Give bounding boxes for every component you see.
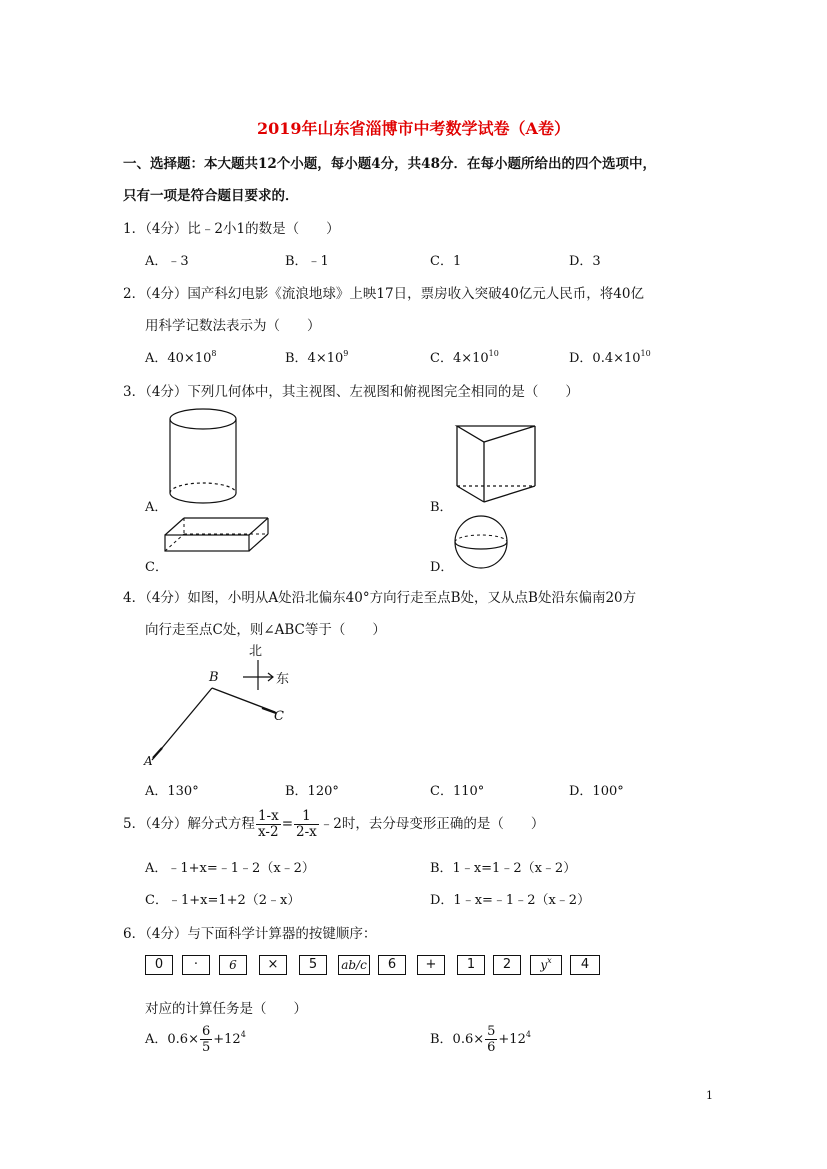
north-label: 北 [249, 644, 263, 659]
question-5-stem: 5．（4分）解分式方程 $\frac{1-x}{x-2}$ = $\frac{1}{2-x}$ ﹣2时，去分母变形正确的是（ ） [123, 808, 545, 840]
q4-option-c: C．110° [430, 784, 485, 799]
calc-key-1: 1 [457, 955, 485, 975]
sphere-figure [452, 515, 512, 570]
q1-option-c: C．1 [430, 254, 462, 269]
question-3-stem: 3．（4分）下列几何体中，其主视图、左视图和俯视图完全相同的是（ ） [123, 384, 579, 400]
q3-option-a: A． [145, 500, 168, 515]
q6-option-a-fraction: $\frac{6}{5}$ [201, 1024, 211, 1055]
page-number: 1 [706, 1089, 713, 1102]
q4-option-a: A．130° [145, 784, 199, 799]
question-4-stem-line2: 向行走至点C处，则∠ABC等于（ ） [145, 622, 386, 638]
q3-option-d: D． [430, 560, 454, 575]
calc-key-power: $y^x$ [530, 955, 562, 975]
question-2-stem-line1: 2．（4分）国产科幻电影《流浪地球》上映17日，票房收入突破40亿元人民币，将40亿 [123, 286, 644, 302]
q5-option-d: D．1﹣x=﹣1﹣2（x﹣2） [430, 893, 591, 908]
q5-fraction-2: $\frac{1}{2-x}$ [296, 808, 317, 840]
calc-key-multiply: × [259, 955, 287, 975]
q3-option-c: C． [145, 560, 168, 575]
cylinder-figure [165, 405, 245, 505]
q2-option-c: C．$4\times 10^{10}$ [430, 349, 499, 366]
calc-key-plus: + [417, 955, 445, 975]
q5-option-a: A．﹣1+x=﹣1﹣2（x﹣2） [145, 861, 315, 876]
q6-option-b-fraction: $\frac{5}{6}$ [487, 1024, 496, 1055]
east-label: 东 [276, 672, 290, 687]
q2-option-d: D．$0.4\times 10^{10}$ [569, 349, 651, 366]
cuboid-figure [162, 514, 272, 554]
question-4-stem-line1: 4．（4分）如图，小明从A处沿北偏东40°方向行走至点B处，又从点B处沿东偏南20方 [123, 590, 637, 606]
question-2-stem-line2: 用科学记数法表示为（ ） [145, 318, 321, 334]
calc-key-fraction: ab/c [338, 955, 370, 975]
point-b-label: B [209, 670, 219, 685]
calc-key-0: 0 [145, 955, 173, 975]
q3-option-b: B． [430, 500, 453, 515]
q6-option-a: A．0.6× $\frac{6}{5}$ $+12^4$ [145, 1024, 246, 1055]
q2-option-b: B．$4\times 10^9$ [285, 349, 349, 366]
calc-key-5: 5 [299, 955, 327, 975]
point-a-label: A [144, 754, 153, 768]
question-6-task: 对应的计算任务是（ ） [145, 1001, 307, 1017]
q5-option-b: B．1﹣x=1﹣2（x﹣2） [430, 861, 577, 876]
q4-option-b: B．120° [285, 784, 339, 799]
section-heading-line1: 一、选择题：本大题共12个小题，每小题4分，共48分．在每小题所给出的四个选项中， [123, 156, 656, 172]
calc-key-6: 6 [219, 955, 247, 975]
q1-option-d: D．3 [569, 254, 601, 269]
q5-option-c: C．﹣1+x=1+2（2﹣x） [145, 893, 301, 908]
calc-key-dot: · [182, 955, 210, 975]
question-1-stem: 1．（4分）比﹣2小1的数是（ ） [123, 221, 340, 237]
question-6-stem: 6．（4分）与下面科学计算器的按键顺序： [123, 926, 377, 942]
calc-key-6b: 6 [378, 955, 406, 975]
q6-option-b: B．0.6× $\frac{5}{6}$ $+12^4$ [430, 1024, 531, 1055]
q2-option-a: A．$40\times 10^8$ [145, 349, 217, 366]
q1-option-a: A．﹣3 [145, 254, 189, 269]
q5-fraction-1: $\frac{1-x}{x-2}$ [257, 808, 279, 840]
q4-option-d: D．100° [569, 784, 624, 799]
section-heading-line2: 只有一项是符合题目要求的． [123, 188, 299, 204]
point-c-label: C [274, 709, 284, 724]
q1-option-b: B．﹣1 [285, 254, 329, 269]
page-title: 2019年山东省淄博市中考数学试卷（A卷） [257, 119, 570, 138]
direction-figure [140, 640, 310, 770]
calc-key-2: 2 [493, 955, 521, 975]
calc-key-4: 4 [570, 955, 600, 975]
triangular-prism-figure [450, 420, 545, 505]
